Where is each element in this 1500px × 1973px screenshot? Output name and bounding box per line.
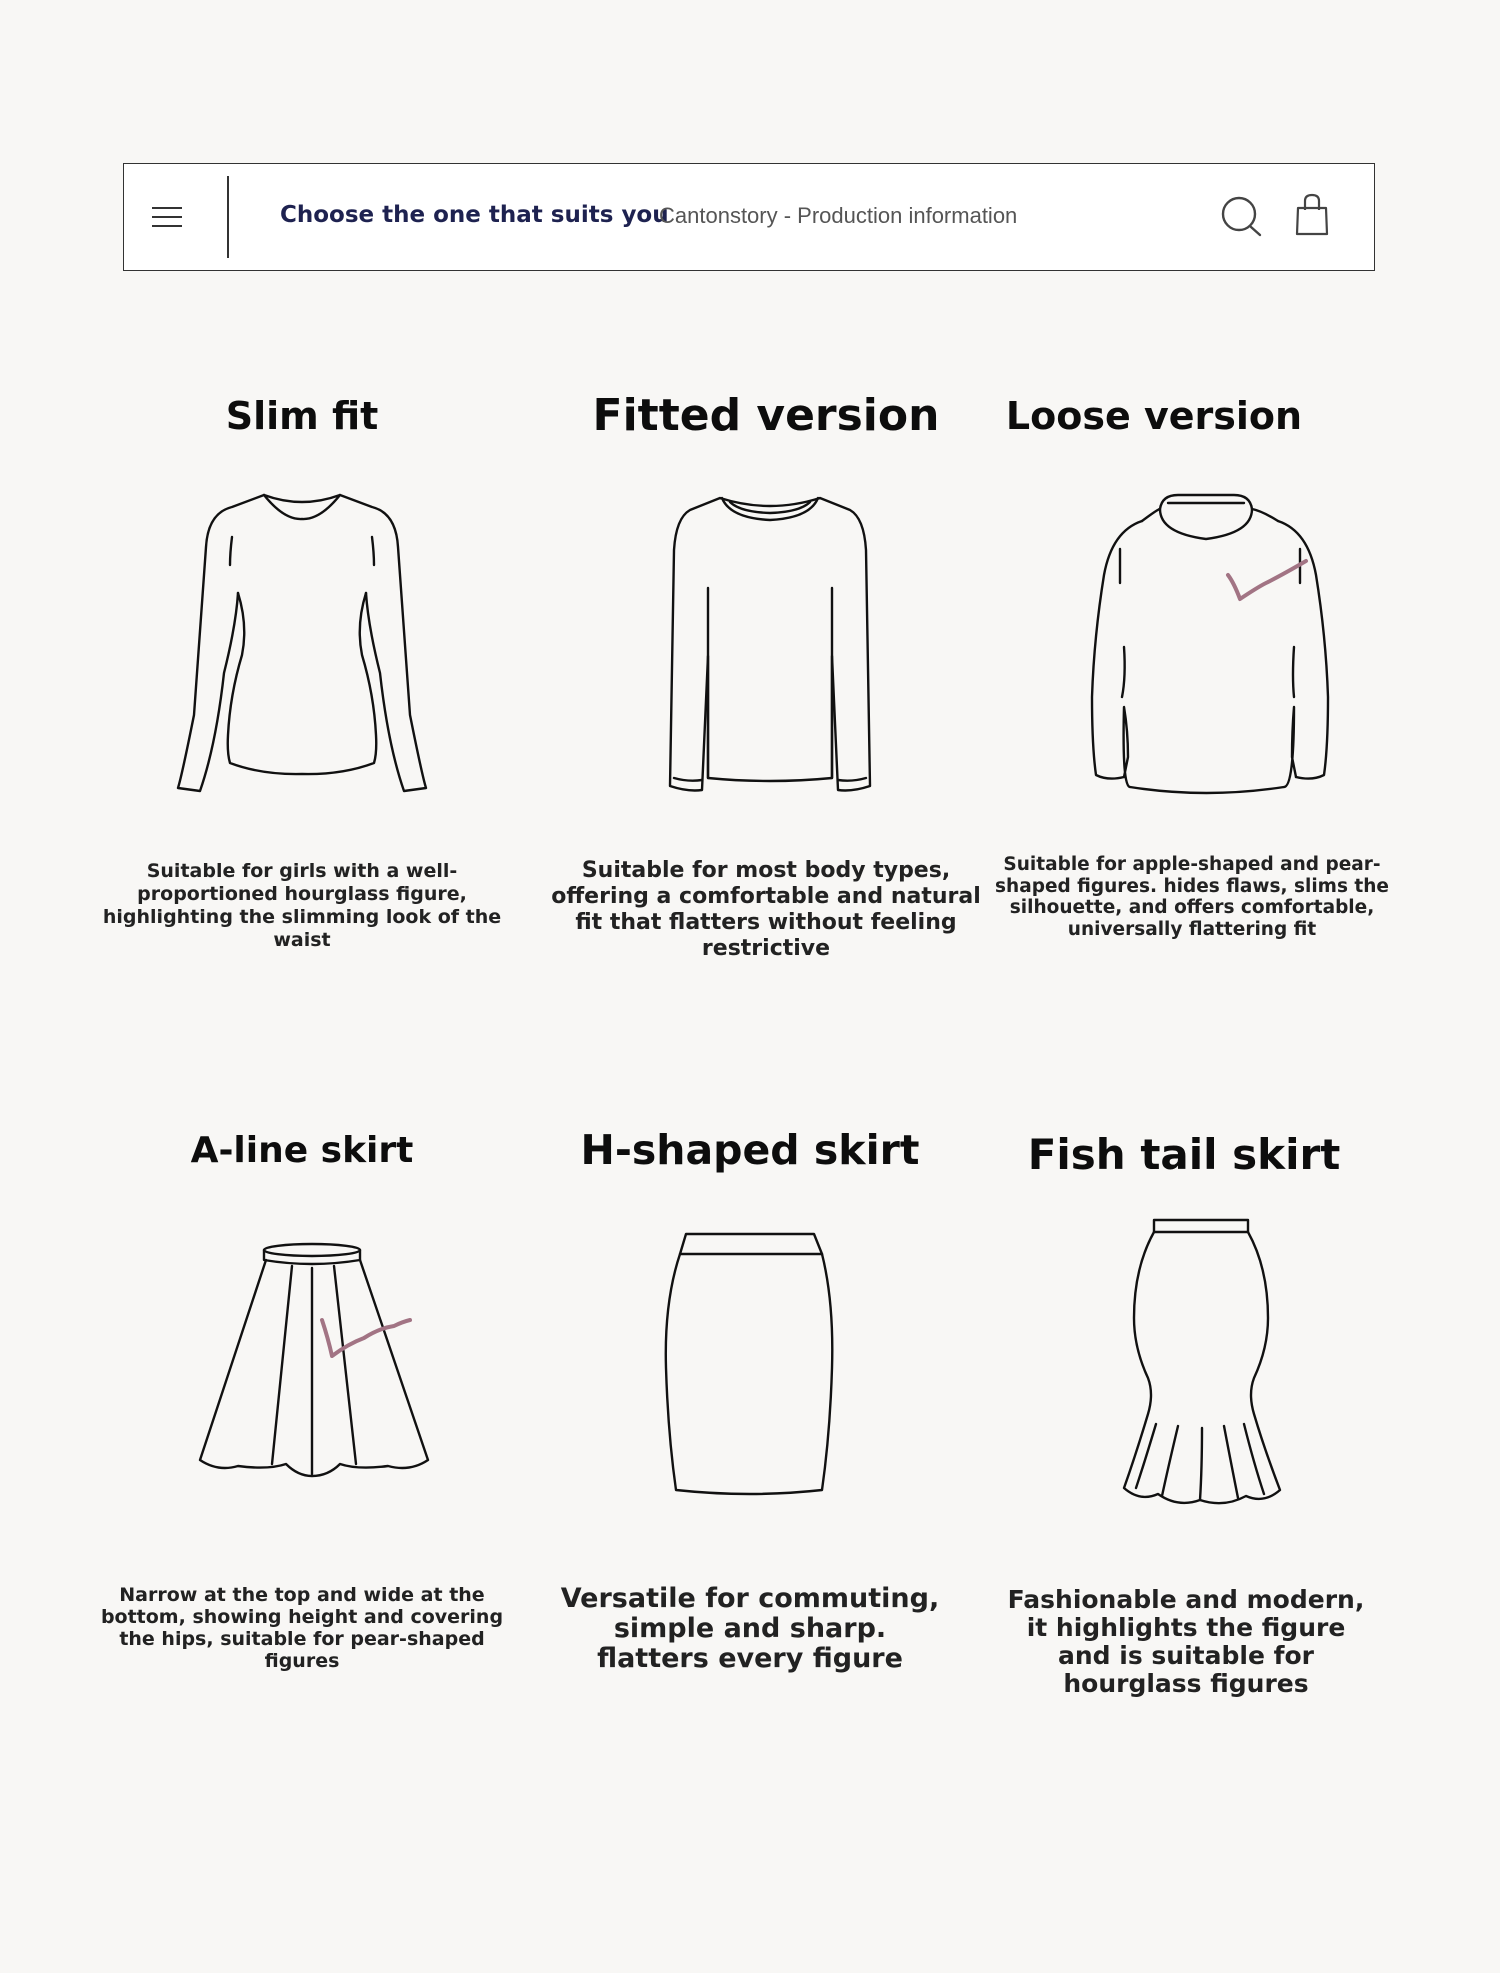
shopping-bag-icon[interactable] bbox=[1292, 192, 1332, 238]
card-description: Narrow at the top and wide at the bottom, showing height and covering the hips, suitable for pear-shaped figures bbox=[100, 1584, 504, 1672]
header-divider bbox=[227, 176, 229, 258]
fitted-top-icon bbox=[660, 488, 880, 798]
card-description: Suitable for girls with a well-proportioned hourglass figure, highlighting the slimming look of the waist bbox=[102, 860, 502, 951]
card-title: Slim fit bbox=[225, 394, 379, 438]
card-title: Fish tail skirt bbox=[1027, 1130, 1341, 1179]
card-title: H-shaped skirt bbox=[580, 1126, 920, 1174]
card-title: Loose version bbox=[1005, 394, 1303, 438]
card-title: A-line skirt bbox=[190, 1130, 414, 1171]
card-title: Fitted version bbox=[592, 390, 940, 441]
card-description: Fashionable and modern, it highlights the figure and is suitable for hourglass figures bbox=[1007, 1585, 1365, 1698]
header-bar bbox=[123, 163, 1375, 271]
card-description: Suitable for apple-shaped and pear-shaped figures. hides flaws, slims the silhouette, and offers comfortable, universally flattering fit bbox=[995, 854, 1389, 940]
slim-fit-top-icon bbox=[172, 485, 432, 795]
fish-tail-skirt-icon bbox=[1122, 1218, 1292, 1518]
search-icon[interactable] bbox=[1220, 194, 1266, 240]
page-subtitle: Cantonstory - Production information bbox=[659, 203, 1018, 228]
page-title: Choose the one that suits you bbox=[280, 202, 669, 228]
h-shaped-skirt-icon bbox=[662, 1228, 842, 1498]
hamburger-menu-icon[interactable] bbox=[152, 197, 194, 237]
card-description: Versatile for commuting, simple and sharp. flatters every figure bbox=[560, 1583, 940, 1674]
card-description: Suitable for most body types, offering a comfortable and natural fit that flatters without feeling restrictive bbox=[551, 858, 981, 961]
a-line-skirt-icon bbox=[198, 1240, 438, 1500]
loose-sweater-icon bbox=[1082, 487, 1342, 797]
